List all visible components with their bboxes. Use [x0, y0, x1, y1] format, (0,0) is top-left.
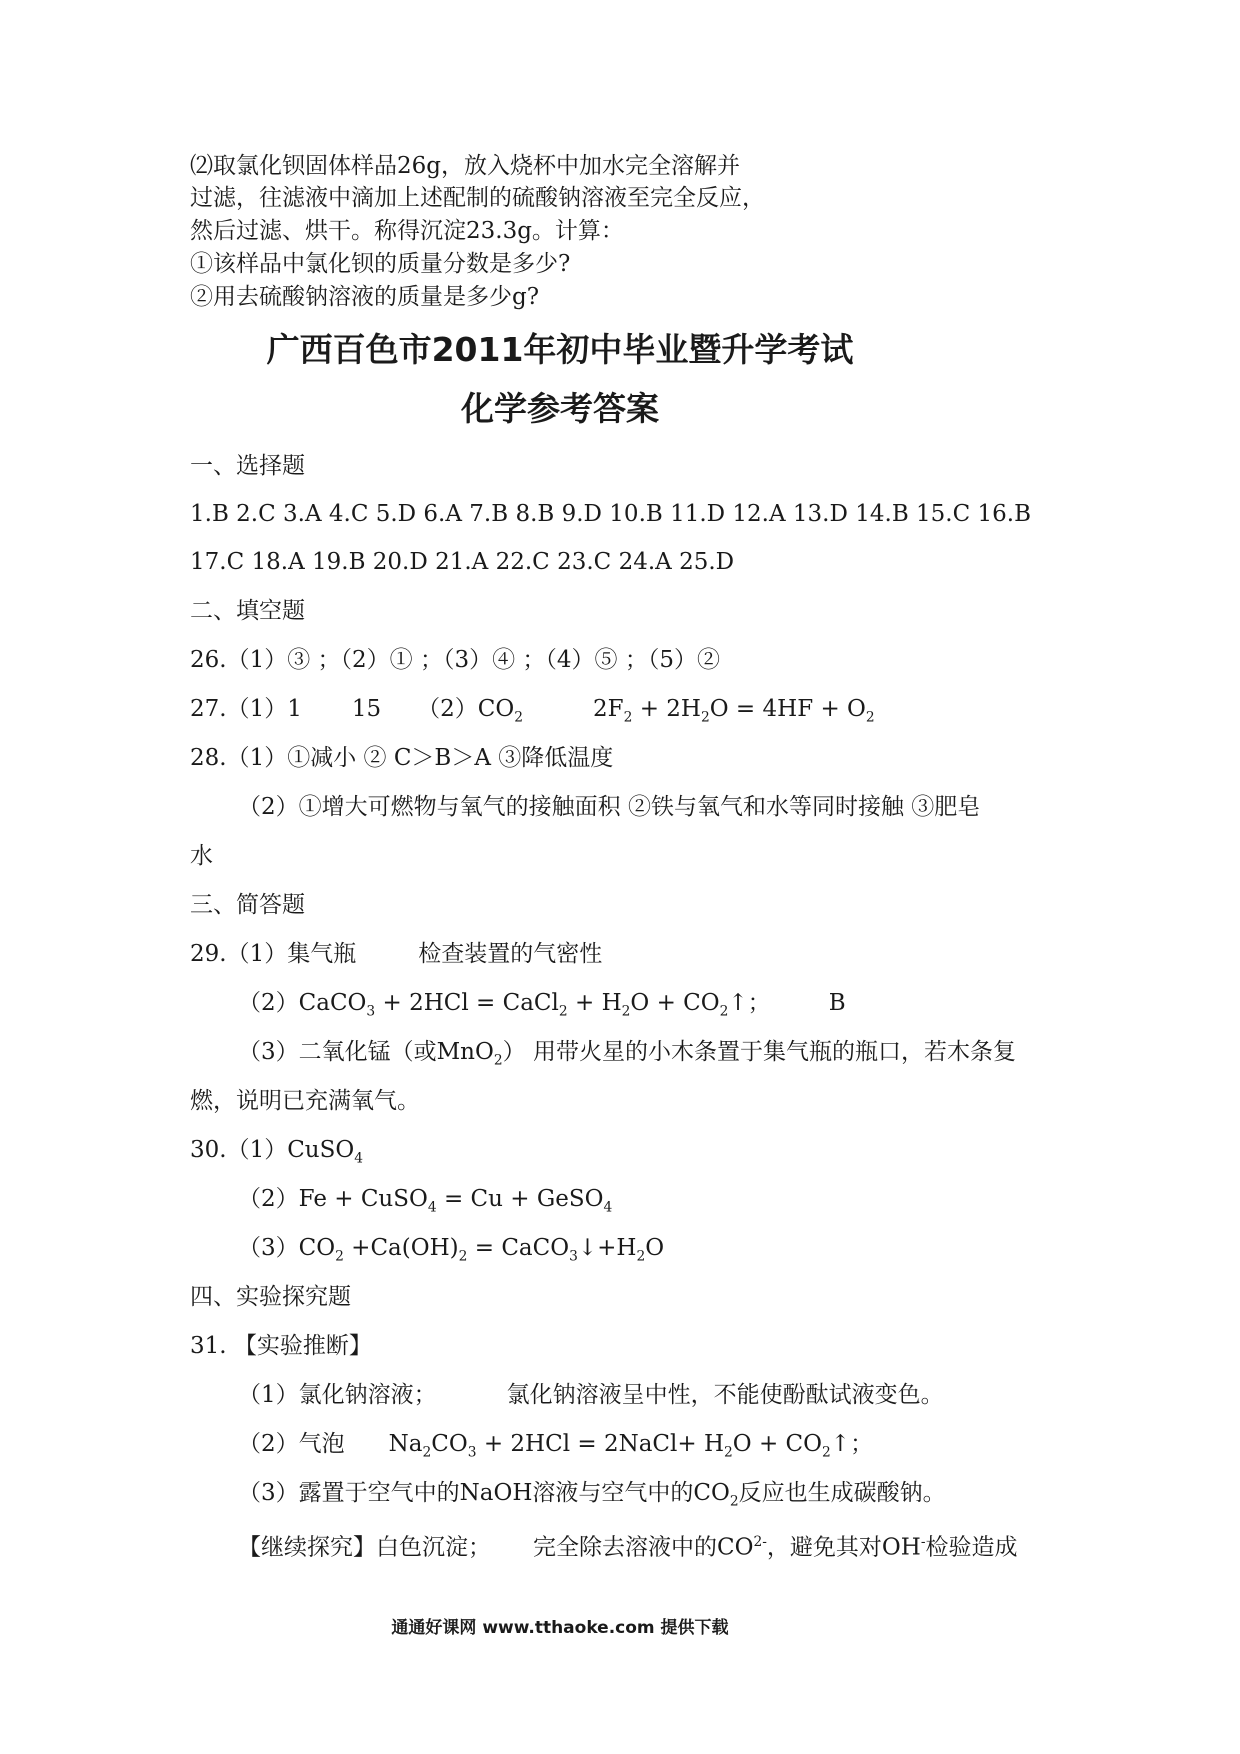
answer-27-part3: （2）CO: [417, 696, 515, 722]
subscript: 2: [724, 1444, 733, 1461]
eq-part: + 2H: [632, 696, 701, 722]
eq-part: +Ca(OH): [343, 1235, 459, 1261]
page-title: 广西百色市2011年初中毕业暨升学考试: [266, 330, 854, 369]
subscript: 2: [335, 1248, 344, 1265]
eq-part: （3）二氧化锰（或MnO: [238, 1039, 494, 1065]
eq-part: 【继续探究】白色沉淀；: [238, 1534, 491, 1561]
answer-31-part1: （1）氯化钠溶液；: [238, 1382, 437, 1408]
section-heading-2: 二、填空题: [190, 598, 305, 624]
eq-part: CO: [431, 1431, 468, 1457]
eq-part: （2）CaCO: [238, 990, 367, 1016]
eq-part: = Cu + GeSO: [436, 1186, 604, 1212]
subscript: 2: [623, 709, 633, 726]
subscript: 3: [569, 1248, 578, 1265]
eq-part: （2）Fe + CuSO: [238, 1186, 428, 1212]
mc-answers-2: 17.C 18.A 19.B 20.D 21.A 22.C 23.C 24.A 25.D: [190, 549, 735, 575]
subscript: 2: [558, 1003, 568, 1020]
eq-part: + 2HCl = 2NaCl+ H: [476, 1431, 725, 1457]
eq-part: O = 4HF + O: [709, 696, 866, 722]
answer-28-line-1: 28.（1）①减小 ② C＞B＞A ③降低温度: [190, 745, 614, 771]
eq-part: （2）气泡: [238, 1431, 345, 1457]
subscript: 4: [427, 1199, 437, 1216]
page-subtitle: 化学参考答案: [461, 389, 659, 428]
subscript: 3: [366, 1003, 376, 1020]
eq-part: ，避免其对OH: [766, 1534, 921, 1561]
answer-31-line-3: [238, 1429, 873, 1468]
eq-part: = CaCO: [467, 1235, 570, 1261]
answer-29-line-4: 燃，说明已充满氧气。: [190, 1088, 420, 1114]
page-footer: 通通好课网 www.tthaoke.com 提供下载: [391, 1618, 729, 1638]
answer-30-line-3: [238, 1233, 664, 1272]
subscript: 2: [822, 1444, 831, 1461]
superscript: 2-: [753, 1534, 767, 1550]
answer-29-line-2: [238, 988, 846, 1027]
question-line-1: ⑵取氯化钡固体样品26g，放入烧杯中加水完全溶解并: [190, 153, 740, 179]
answer-27: [190, 694, 875, 733]
answer-29-line-1: [190, 939, 602, 969]
answer-28-line-3: 水: [190, 843, 213, 869]
subscript: 2: [514, 709, 524, 726]
answer-29-line-3: [238, 1037, 1016, 1076]
subscript: 2: [422, 1444, 432, 1461]
eq-part: ↓+H: [577, 1235, 637, 1261]
subscript: 2: [458, 1248, 468, 1265]
subscript: 2: [621, 1003, 631, 1020]
eq-part: + 2HCl = CaCl: [375, 990, 559, 1016]
question-line-4: ①该样品中氯化钡的质量分数是多少?: [190, 251, 571, 277]
eq-part: （3）露置于空气中的NaOH溶液与空气中的CO: [238, 1480, 730, 1506]
eq-part: + H: [567, 990, 622, 1016]
eq-part: ↑；: [728, 990, 771, 1016]
answer-31-part2: 氯化钠溶液呈中性，不能使酚酞试液变色。: [506, 1382, 944, 1408]
answer-29-part2: 检查装置的气密性: [418, 941, 603, 967]
answer-31-line-5: [238, 1527, 1018, 1563]
section-heading-4: 四、实验探究题: [190, 1284, 351, 1310]
eq-part: O + CO: [732, 1431, 823, 1457]
eq-part: ） 用带火星的小木条置于集气瓶的瓶口，若木条复: [502, 1039, 1016, 1065]
answer-31-line-2: [238, 1380, 944, 1410]
eq-part: O: [645, 1235, 665, 1261]
answer-29-part1: 29.（1）集气瓶: [190, 941, 357, 967]
subscript: 2: [729, 1493, 739, 1510]
question-line-2: 过滤，往滤液中滴加上述配制的硫酸钠溶液至完全反应，: [190, 185, 765, 211]
subscript: 2: [636, 1248, 646, 1265]
eq-part: 反应也生成碳酸钠。: [738, 1480, 946, 1506]
superscript: -: [920, 1534, 926, 1550]
answer-31-line-4: [238, 1478, 946, 1517]
eq-part: 30.（1）CuSO: [190, 1137, 355, 1163]
question-line-5: ②用去硫酸钠溶液的质量是多少g?: [190, 284, 540, 310]
eq-part: Na: [388, 1431, 423, 1457]
answer-27-equation: [593, 696, 875, 726]
answer-28-line-2: （2）①增大可燃物与氧气的接触面积 ②铁与氧气和水等同时接触 ③肥皂: [238, 794, 981, 820]
subscript: 2: [865, 709, 875, 726]
mc-answers-1: 1.B 2.C 3.A 4.C 5.D 6.A 7.B 8.B 9.D 10.B 11.D 12.A 13.D 14.B 15.C 16.B: [190, 501, 1032, 527]
subscript: 4: [603, 1199, 613, 1216]
answer-29-choice: B: [828, 990, 846, 1016]
eq-part: 检验造成: [925, 1534, 1018, 1561]
eq-part: O + CO: [630, 990, 720, 1016]
subscript: 4: [354, 1150, 364, 1167]
eq-part: 2F: [593, 696, 624, 722]
answer-31-line-1: 31. 【实验推断】: [190, 1333, 372, 1359]
answer-26: 26.（1）③ ；（2）① ；（3）④ ；（4）⑤ ；（5）②: [190, 647, 720, 673]
answer-30-line-2: [238, 1184, 612, 1223]
answer-27-part1: 27.（1）1: [190, 696, 302, 722]
section-heading-3: 三、简答题: [190, 892, 305, 918]
eq-part: （3）CO: [238, 1235, 336, 1261]
answer-30-line-1: [190, 1135, 363, 1174]
answer-27-part2: 15: [351, 696, 382, 722]
question-line-3: 然后过滤、烘干。称得沉淀23.3g。计算：: [190, 218, 624, 244]
subscript: 2: [493, 1052, 503, 1069]
subscript: 3: [467, 1444, 477, 1461]
eq-part: 完全除去溶液中的CO: [533, 1534, 754, 1561]
subscript: 2: [719, 1003, 729, 1020]
eq-part: ↑；: [830, 1431, 874, 1457]
subscript: 2: [700, 709, 710, 726]
section-heading-1: 一、选择题: [190, 453, 305, 479]
